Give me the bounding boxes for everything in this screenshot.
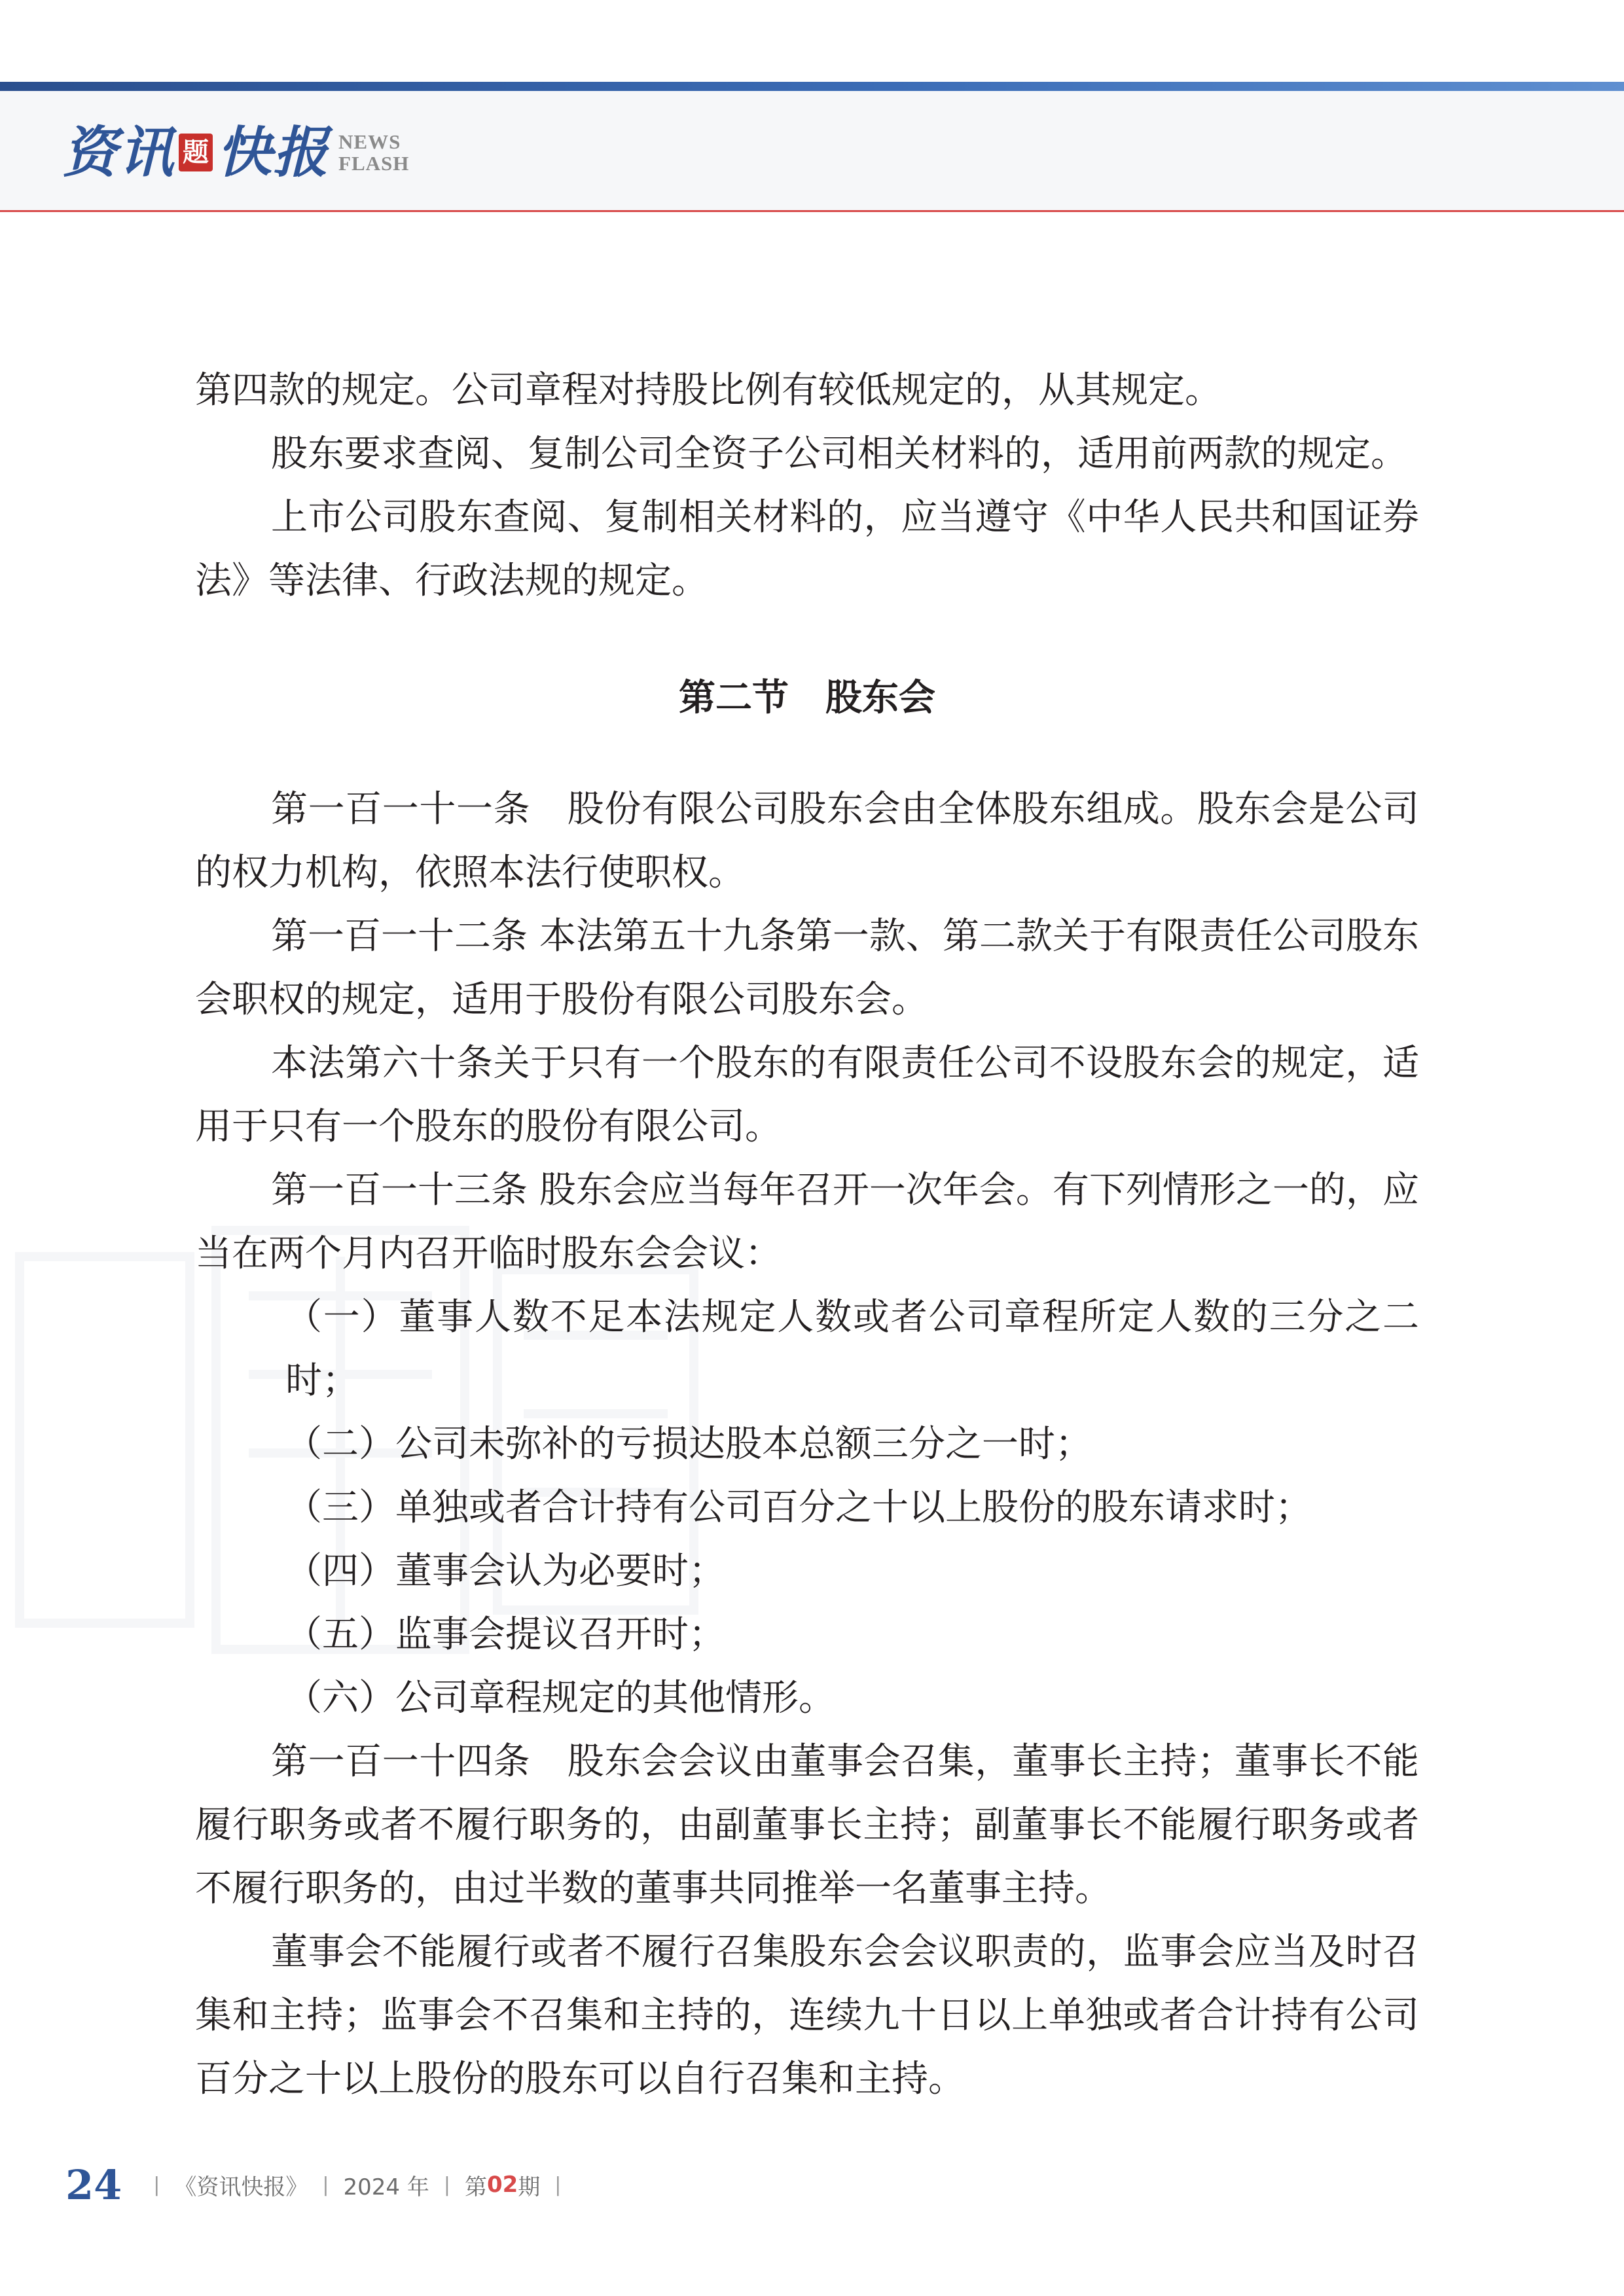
paragraph: 董事会不能履行或者不履行召集股东会会议职责的，监事会应当及时召集和主持；监事会不召集和主持的，连续九十日以上单独或者合计持有公司百分之十以上股份的股东可以自行召集和主持。 [195,1931,1419,2100]
issue-number: 02 [486,2172,518,2198]
issue-year: 2024 年 [343,2174,429,2200]
footer-separator: | [554,2173,562,2197]
section-number: 第二节 [679,677,789,719]
list-item: （六）公司章程规定的其他情形。 [285,1677,835,1719]
logo-text-left: 资讯 [62,120,175,185]
list-item: （五）监事会提议召开时； [285,1613,725,1656]
logo-seal-icon: 题 [179,134,213,171]
article-number: 第一百一十四条 [271,1740,531,1783]
list-item: （二）公司未弥补的亏损达股本总额三分之一时； [285,1423,1092,1465]
list-item: （四）董事会认为必要时； [285,1550,725,1592]
logo-english-line2: FLASH [338,152,410,175]
logo-english [338,131,409,174]
article-114 [195,1730,1419,1920]
page-number: 24 [65,2161,122,2209]
article-text: 股东会会议由董事会召集，董事长主持；董事长不能履行职务或者不履行职务的，由副董事长主持；副董事长不能履行职务或者不履行职务的，由过半数的董事共同推举一名董事主持。 [195,1740,1420,1910]
paragraph-continuation: 第四款的规定。公司章程对持股比例有较低规定的，从其规定。 [195,369,1221,412]
article-112: 第一百一十二条 本法第五十九条第一款、第二款关于有限责任公司股东会职权的规定，适用于股份有限公司股东会。 [195,915,1419,1021]
logo-english-line1: NEWS [338,130,401,153]
page-footer [65,2159,575,2211]
publication-name: 《资讯快报》 [174,2174,308,2200]
list-item: （三）单独或者合计持有公司百分之十以上股份的股东请求时； [285,1486,1312,1529]
section-name: 股东会 [825,677,935,719]
footer-separator: | [443,2173,450,2197]
paragraph: 股东要求查阅、复制公司全资子公司相关材料的，适用前两款的规定。 [271,433,1407,475]
footer-separator: | [322,2173,329,2197]
article-body [195,359,1419,2111]
article-113: 第一百一十三条 股东会应当每年召开一次年会。有下列情形之一的，应当在两个月内召开临时股东会会议： [195,1169,1419,1275]
list-item: （一）董事人数不足本法规定人数或者公司章程所定人数的三分之二时； [285,1296,1419,1402]
header-top-bar [0,82,1624,91]
masthead-logo [62,117,409,188]
paragraph: 上市公司股东查阅、复制相关材料的，应当遵守《中华人民共和国证券法》等法律、行政法规的规定。 [195,496,1419,602]
header-divider [0,210,1624,212]
article-text: 股份有限公司股东会由全体股东组成。股东会是公司的权力机构，依照本法行使职权。 [195,788,1420,894]
article-number: 第一百一十一条 [271,788,531,831]
paragraph: 本法第六十条关于只有一个股东的有限责任公司不设股东会的规定，适用于只有一个股东的股份有限公司。 [195,1042,1419,1148]
article-111 [195,778,1419,905]
footer-separator: | [153,2173,160,2197]
section-title [195,666,1419,730]
logo-text-right: 快报 [217,120,330,185]
issue-prefix: 第 [464,2174,487,2200]
issue-suffix: 期 [518,2174,541,2200]
